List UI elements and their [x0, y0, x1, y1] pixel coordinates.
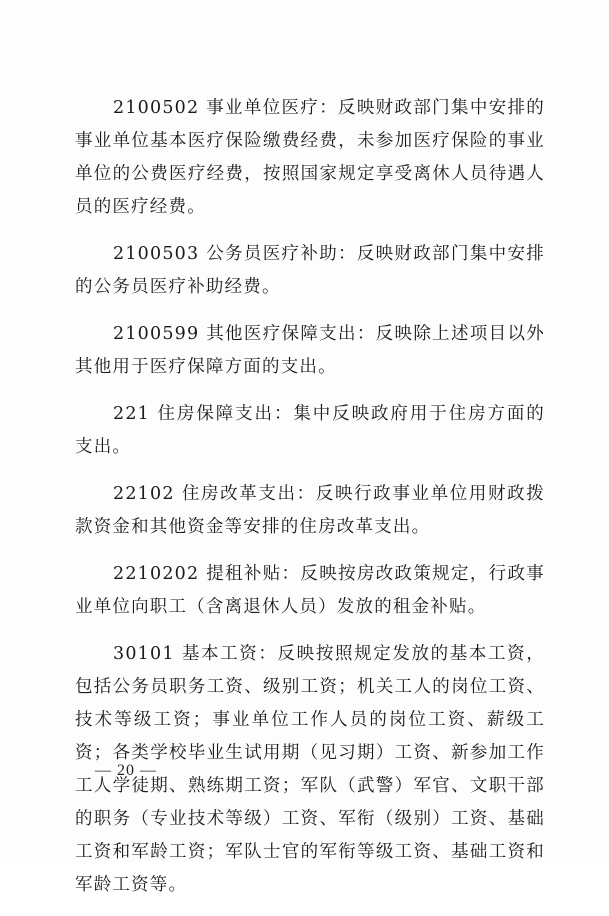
paragraph-2100502: 2100502 事业单位医疗：反映财政部门集中安排的事业单位基本医疗保险缴费经费，未参加医疗保险的事业单位的公费医疗经费，按照国家规定享受离休人员待遇人员的医疗经费。 — [75, 98, 545, 217]
paragraph-30101: 30101 基本工资：反映按照规定发放的基本工资，包括公务员职务工资、级别工资；机关工人的岗位工资、技术等级工资；事业单位工作人员的岗位工资、薪级工资；各类学校毕业生试用期（见习期）工资、新参加工作工人学徒期、熟练期工资；军队（武警）军官、文职干部的职务（专业技术等级）工资、军衔（级别）工资、基础工资和军龄工资；军队士官的军衔等级工资、基础工资和军龄工资等。 — [75, 644, 545, 895]
paragraph-2100599: 2100599 其他医疗保障支出：反映除上述项目以外其他用于医疗保障方面的支出。 — [75, 324, 545, 377]
paragraph-2210202: 2210202 提租补贴：反映按房改政策规定，行政事业单位向职工（含离退休人员）发放的租金补贴。 — [75, 564, 545, 617]
paragraph-221: 221 住房保障支出：集中反映政府用于住房方面的支出。 — [75, 404, 545, 457]
paragraph-22102: 22102 住房改革支出：反映行政事业单位用财政拨款资金和其他资金等安排的住房改革支出。 — [75, 484, 545, 537]
paragraph-2100503: 2100503 公务员医疗补助：反映财政部门集中安排的公务员医疗补助经费。 — [75, 244, 545, 297]
page-number: — 20 — — [95, 762, 157, 779]
document-body — [75, 92, 545, 916]
